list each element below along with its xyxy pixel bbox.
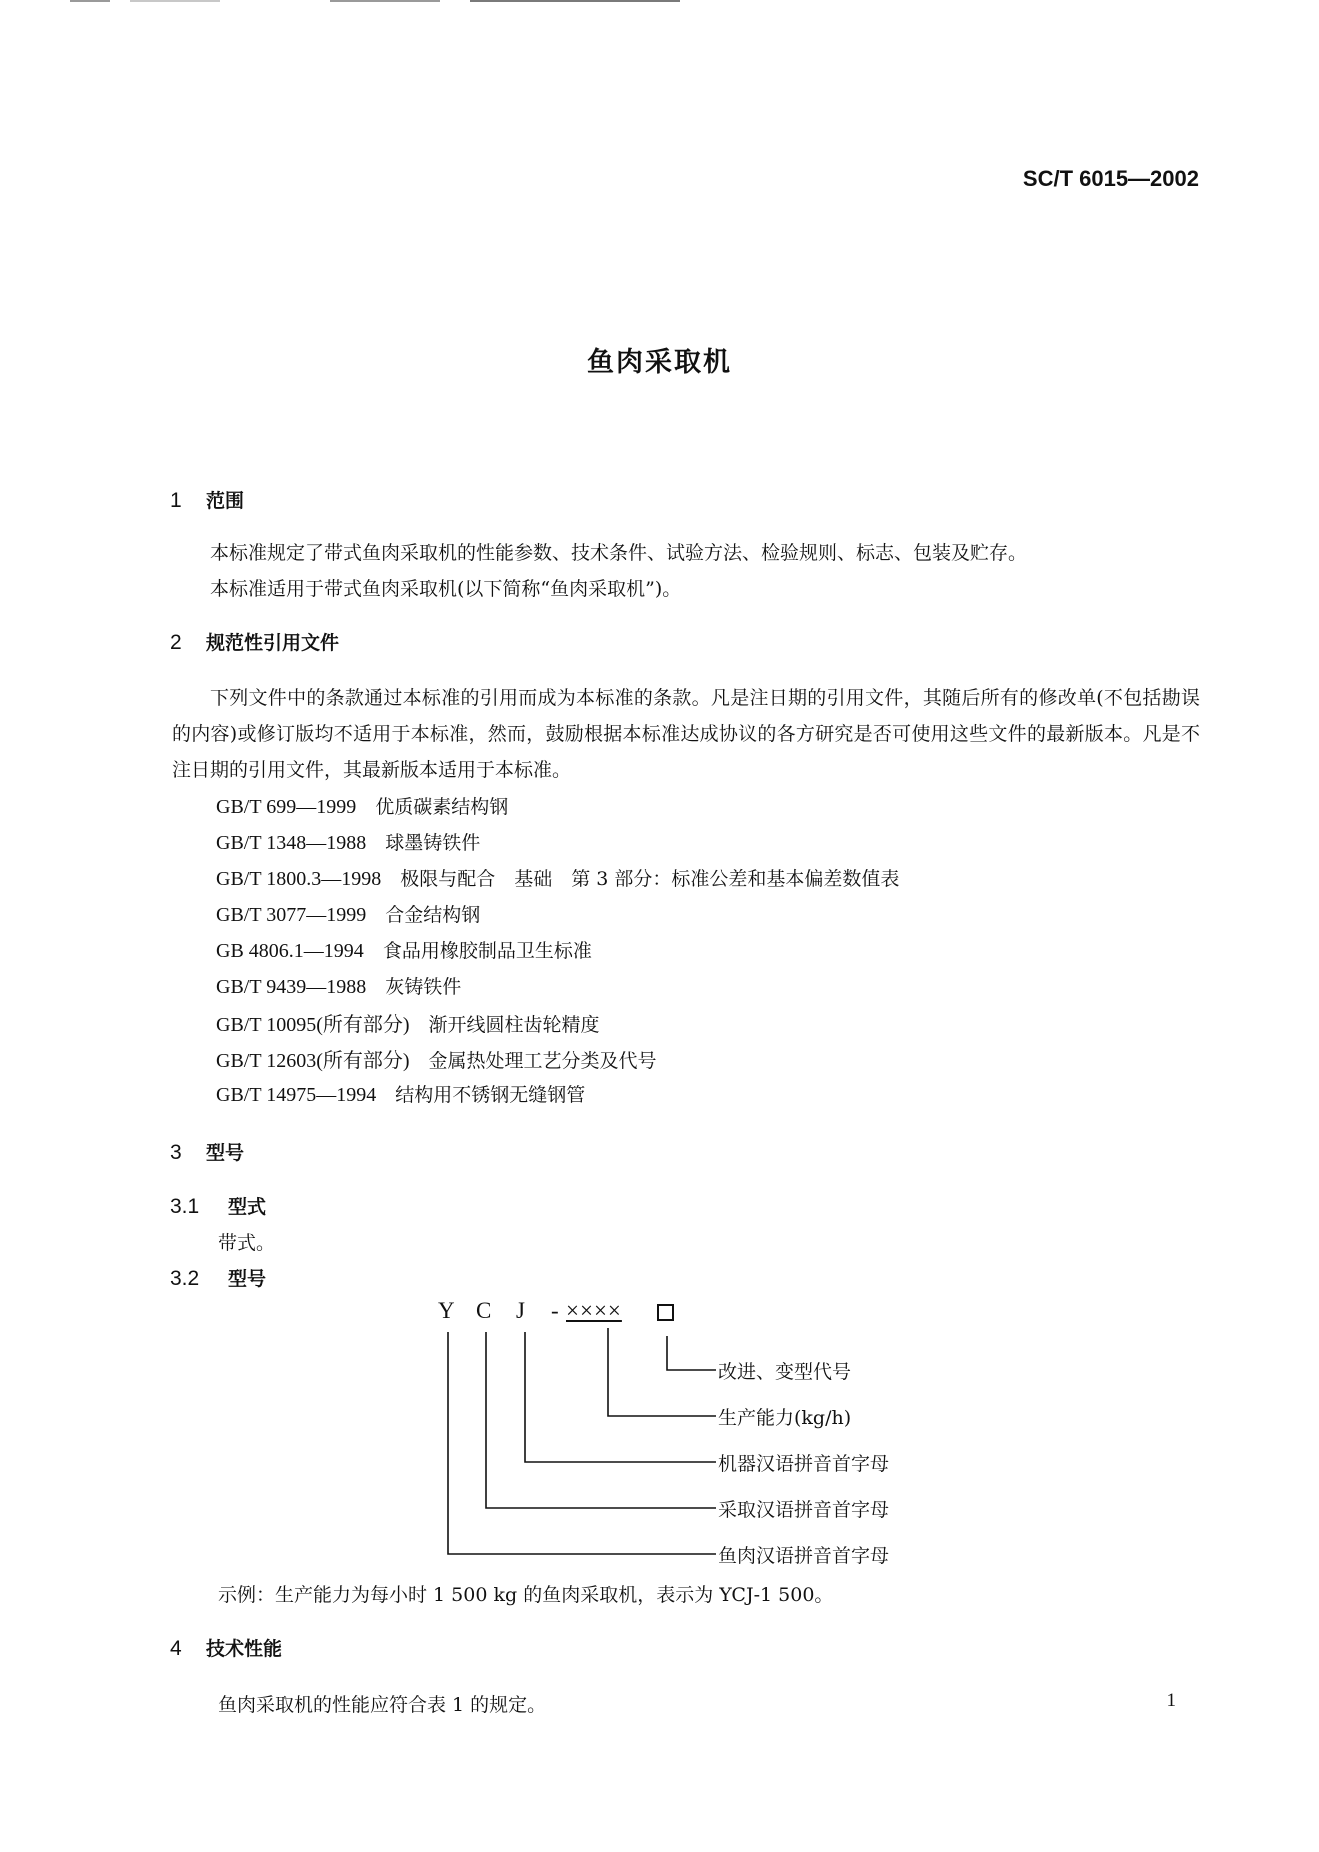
code-letter-j: J — [516, 1298, 525, 1323]
label-fish: 鱼肉汉语拼音首字母 — [718, 1545, 890, 1567]
label-take: 采取汉语拼音首字母 — [718, 1499, 890, 1521]
leader-fish — [448, 1332, 716, 1554]
code-dash: - — [551, 1298, 559, 1323]
reference-code: GB/T 10095(所有部分) — [216, 1014, 410, 1036]
subsection-number: 3.2 — [170, 1267, 200, 1290]
leader-machine — [525, 1332, 716, 1462]
standard-number: SC/T 6015—2002 — [1022, 166, 1199, 191]
reference-title: 渐开线圆柱齿轮精度 — [428, 1014, 600, 1036]
leader-capacity — [608, 1328, 716, 1416]
reference-title: 合金结构钢 — [385, 904, 481, 926]
subsection-number: 3.1 — [170, 1195, 200, 1218]
leader-take — [486, 1332, 716, 1508]
section-title: 型号 — [206, 1142, 245, 1164]
label-variant: 改进、变型代号 — [718, 1361, 852, 1383]
reference-code: GB/T 1348—1988 — [216, 832, 367, 854]
references-intro: 下列文件中的条款通过本标准的引用而成为本标准的条款。凡是注日期的引用文件，其随后所有的修改单(不包括勘误的内容)或修订版均不适用于本标准，然而，鼓励根据本标准达成协议的各方研究是否可使用这些文件的最新版本。凡是不注日期的引用文件，其最新版本适用于本标准。 — [172, 687, 1200, 781]
section-title: 规范性引用文件 — [206, 632, 340, 654]
reference-title: 食品用橡胶制品卫生标准 — [382, 940, 592, 962]
page-number: 1 — [1166, 1690, 1176, 1711]
reference-code: GB 4806.1—1994 — [216, 940, 364, 962]
reference-title: 结构用不锈钢无缝钢管 — [395, 1084, 586, 1106]
label-machine: 机器汉语拼音首字母 — [718, 1453, 890, 1475]
reference-code: GB/T 12603(所有部分) — [216, 1050, 410, 1072]
code-letter-c: C — [476, 1298, 492, 1323]
scope-paragraph-1: 本标准规定了带式鱼肉采取机的性能参数、技术条件、试验方法、检验规则、标志、包装及贮存。 — [210, 542, 1028, 564]
reference-code: GB/T 9439—1988 — [216, 976, 367, 998]
section-number: 3 — [170, 1141, 182, 1164]
reference-title: 灰铸铁件 — [385, 976, 462, 998]
code-letter-y: Y — [438, 1298, 455, 1323]
subsection-title: 型号 — [228, 1268, 267, 1290]
section-number: 4 — [170, 1637, 182, 1660]
performance-text: 鱼肉采取机的性能应符合表 1 的规定。 — [218, 1694, 547, 1716]
subsection-title: 型式 — [228, 1196, 267, 1218]
page-title: 鱼肉采取机 — [587, 347, 732, 378]
reference-code: GB/T 3077—1999 — [216, 904, 367, 926]
scope-paragraph-2: 本标准适用于带式鱼肉采取机(以下简称“鱼肉采取机”)。 — [210, 578, 682, 600]
reference-code: GB/T 1800.3—1998 — [216, 868, 382, 890]
reference-title: 球墨铸铁件 — [385, 832, 481, 854]
reference-title: 优质碳素结构钢 — [375, 796, 509, 818]
reference-code: GB/T 14975—1994 — [216, 1084, 377, 1106]
reference-title: 金属热处理工艺分类及代号 — [428, 1050, 657, 1072]
section-4-heading — [170, 1634, 282, 1661]
section-number: 2 — [170, 631, 182, 654]
model-example: 示例：生产能力为每小时 1 500 kg 的鱼肉采取机，表示为 YCJ-1 500。 — [218, 1584, 834, 1606]
code-capacity-placeholder: ×××× — [566, 1298, 622, 1323]
section-title: 范围 — [206, 490, 245, 512]
reference-title: 极限与配合 基础 第 3 部分：标准公差和基本偏差数值表 — [400, 868, 900, 890]
type-text: 带式。 — [218, 1232, 276, 1254]
reference-code: GB/T 699—1999 — [216, 796, 357, 818]
label-capacity: 生产能力(kg/h) — [718, 1407, 852, 1429]
section-number: 1 — [170, 489, 182, 512]
leader-variant — [667, 1336, 716, 1370]
section-title: 技术性能 — [206, 1638, 283, 1660]
